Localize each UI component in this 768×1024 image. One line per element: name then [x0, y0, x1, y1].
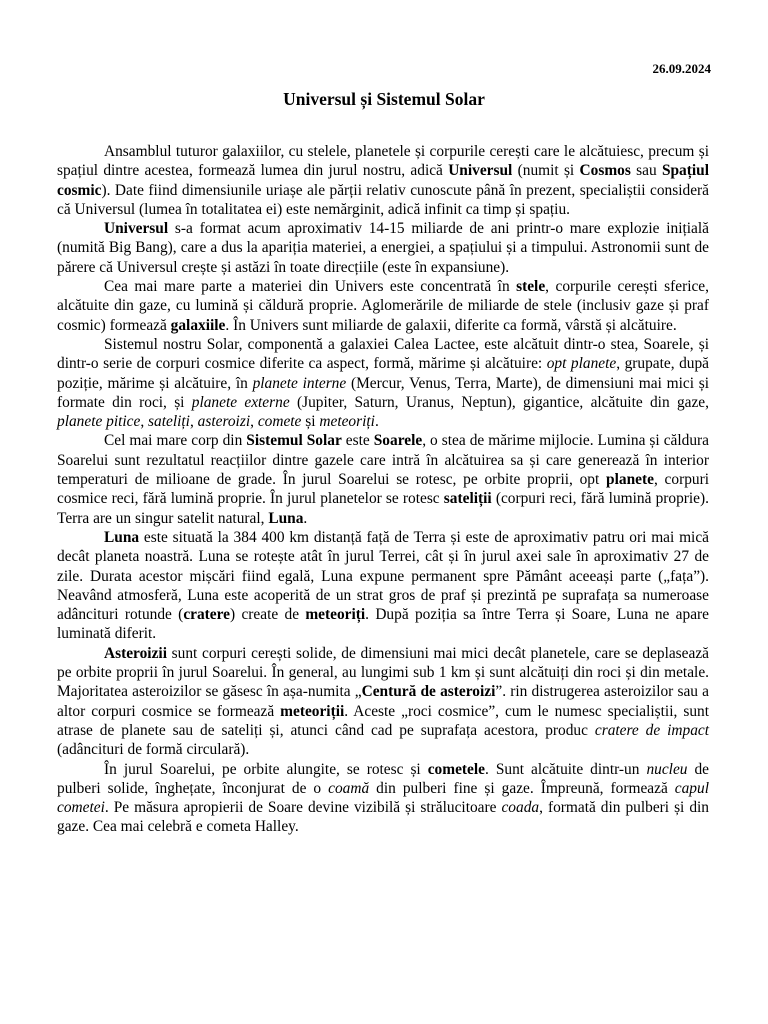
- bold-term: meteoriți: [305, 606, 366, 624]
- paragraph: [57, 142, 709, 219]
- italic-term: planete externe: [191, 393, 290, 411]
- text-run: , formată din pulberi și din gaze. Cea mai celebră e cometa Halley.: [57, 799, 709, 836]
- italic-term: nucleu: [646, 760, 688, 778]
- text-run: , grupate, după poziție, mărime și alcătuire, în: [57, 355, 709, 392]
- bold-term: meteoriții: [280, 702, 345, 720]
- text-run: din pulberi fine și gaze. Împreună, formează: [369, 779, 675, 797]
- text-run: (adâncituri de formă circulară).: [57, 741, 250, 759]
- text-run: Ansamblul tuturor galaxiilor, cu stelele, planetele și corpurile cerești care le alcătuiesc, precum și spațiul dintre acestea, formează lumea din jurul nostru, adică: [57, 143, 709, 180]
- text-run: . Pe măsura apropierii de Soare devine vizibilă și strălucitoare: [104, 799, 502, 817]
- text-run: este: [341, 432, 374, 450]
- text-run: ,: [250, 413, 258, 431]
- text-run: este situată la 384 400 km distanță față de Terra și este de aproximativ patru ori mai mică decât planeta noastră. Luna se rotește atât în jurul Terrei, cât și în jurul axei sale în aproximativ 27 de zile. Durata acestor mișcări fiind egală, Luna expune permanent spre Pământ aceeași parte („fața”). Neavând atmosferă, Luna este acoperită de un strat gros de praf și prezintă pe suprafața sa numeroase adâncituri rotunde (: [57, 528, 709, 624]
- text-run: . Aceste „roci cosmice”, cum le numesc specialiștii, sunt atrase de planete sau de sateliți și, atunci când cad pe suprafața acestora, produc: [57, 702, 709, 739]
- bold-term: Universul: [104, 220, 169, 238]
- bold-term: Luna: [268, 509, 304, 527]
- text-run: .: [374, 413, 379, 431]
- text-run: ) create de: [230, 606, 306, 624]
- bold-term: Sistemul Solar: [246, 432, 342, 450]
- paragraph: [57, 760, 709, 837]
- bold-term: sateliții: [443, 490, 492, 508]
- text-run: În jurul Soarelui, pe orbite alungite, se rotesc și: [104, 760, 428, 778]
- italic-term: comete: [257, 413, 302, 431]
- bold-term: planete: [606, 471, 654, 489]
- italic-term: sateliți: [148, 413, 190, 431]
- italic-term: asteroizi: [197, 413, 251, 431]
- bold-term: Spațiul cosmic: [57, 162, 709, 199]
- bold-term: Luna: [104, 528, 140, 546]
- italic-term: opt planete: [546, 355, 617, 373]
- text-run: , o stea de mărime mijlocie. Lumina și căldura Soarelui sunt rezultatul reacțiilor dintre gazele care intră în alcătuirea sa și care generează în interior temperaturi de milioane de grade. În jurul Soarelui se rotesc, pe orbite proprii, opt: [57, 432, 709, 489]
- italic-term: cratere de impact: [594, 721, 710, 739]
- bold-term: cometele: [427, 760, 485, 778]
- text-run: sau: [630, 162, 662, 180]
- document-date: 26.09.2024: [652, 61, 711, 76]
- paragraph: [57, 431, 709, 527]
- text-run: (corpuri reci, fără lumină proprie). Terra are un singur satelit natural,: [57, 490, 709, 527]
- text-run: . După poziția sa între Terra și Soare, Luna ne apare luminată diferit.: [57, 606, 709, 643]
- paragraph: [57, 528, 709, 644]
- text-run: sunt corpuri cerești solide, de dimensiuni mai mici decât planetele, care se deplasează pe orbite proprii în jurul Soarelui. În general, au lungimi sub 1 km și sunt alcătuiți din roci și din metale. Majoritatea asteroizilor se găsesc în așa-numita „: [57, 644, 709, 701]
- italic-term: planete interne: [252, 374, 347, 392]
- text-run: , corpurile cerești sferice, alcătuite din gaze, cu lumină și căldură proprie. Aglomerările de miliarde de stele (inclusiv gaze și praf cosmic) formează: [57, 278, 709, 334]
- text-run: . În Univers sunt miliarde de galaxii, diferite ca formă, vârstă și alcătuire.: [225, 316, 677, 334]
- paragraph: [57, 644, 709, 760]
- text-run: (Mercur, Venus, Terra, Marte), de dimensiuni mai mici și formate din roci, și: [57, 374, 709, 411]
- text-run: și: [301, 413, 320, 431]
- text-run: s-a format acum aproximativ 14-15 miliarde de ani printr-o mare explozie inițială (numită Big Bang), care a dus la apariția materiei, a energiei, a spațiului și a timpului. Astronomii sunt de părere că Universul crește și astăzi în toate direcțiile (este în expansiune).: [57, 220, 709, 276]
- text-run: , corpuri cosmice reci, fără lumină proprie. În jurul planetelor se rotesc: [57, 471, 709, 508]
- italic-term: planete pitice: [57, 413, 141, 431]
- paragraph: [57, 219, 709, 277]
- text-run: . Sunt alcătuite dintr-un: [484, 760, 647, 778]
- document-body: [57, 142, 709, 837]
- text-run: ,: [189, 413, 198, 431]
- text-run: .: [303, 509, 308, 527]
- bold-term: Centură de asteroizi: [361, 683, 496, 701]
- italic-term: coamă: [328, 779, 370, 797]
- text-run: (Jupiter, Saturn, Uranus, Neptun), gigantice, alcătuite din gaze,: [289, 393, 709, 411]
- text-run: (numit și: [512, 162, 580, 180]
- bold-term: galaxiile: [170, 316, 226, 334]
- text-run: de pulberi solide, înghețate, înconjurat de o: [57, 760, 710, 797]
- bold-term: Asteroizii: [104, 644, 167, 662]
- text-run: ”. rin distrugerea asteroizilor sau a altor corpuri cosmice se formează: [57, 683, 710, 720]
- paragraph: [57, 277, 709, 335]
- bold-term: Universul: [448, 162, 513, 180]
- bold-term: stele: [516, 278, 546, 296]
- text-run: ,: [140, 413, 149, 431]
- bold-term: cratere: [183, 606, 231, 624]
- text-run: Cel mai mare corp din: [104, 432, 247, 450]
- italic-term: meteoriți: [319, 413, 375, 431]
- italic-term: capul cometei: [57, 779, 709, 817]
- bold-term: Soarele: [373, 432, 423, 450]
- text-run: ). Date fiind dimensiunile uriașe ale părții relativ cunoscute până în prezent, specialiștii consideră că Universul (lumea în totalitatea ei) este nemărginit, adică infinit ca timp și spațiu.: [57, 181, 709, 218]
- text-run: Sistemul nostru Solar, componentă a galaxiei Calea Lactee, este alcătuit dintr-o stea, Soarele, și dintr-o serie de corpuri cosmice diferite ca aspect, formă, mărime și alcătuire:: [57, 335, 709, 373]
- italic-term: coada: [501, 799, 540, 817]
- text-run: Cea mai mare parte a materiei din Univers este concentrată în: [104, 278, 517, 296]
- document-title: Universul și Sistemul Solar: [283, 89, 485, 109]
- bold-term: Cosmos: [579, 162, 631, 180]
- paragraph: [57, 335, 709, 431]
